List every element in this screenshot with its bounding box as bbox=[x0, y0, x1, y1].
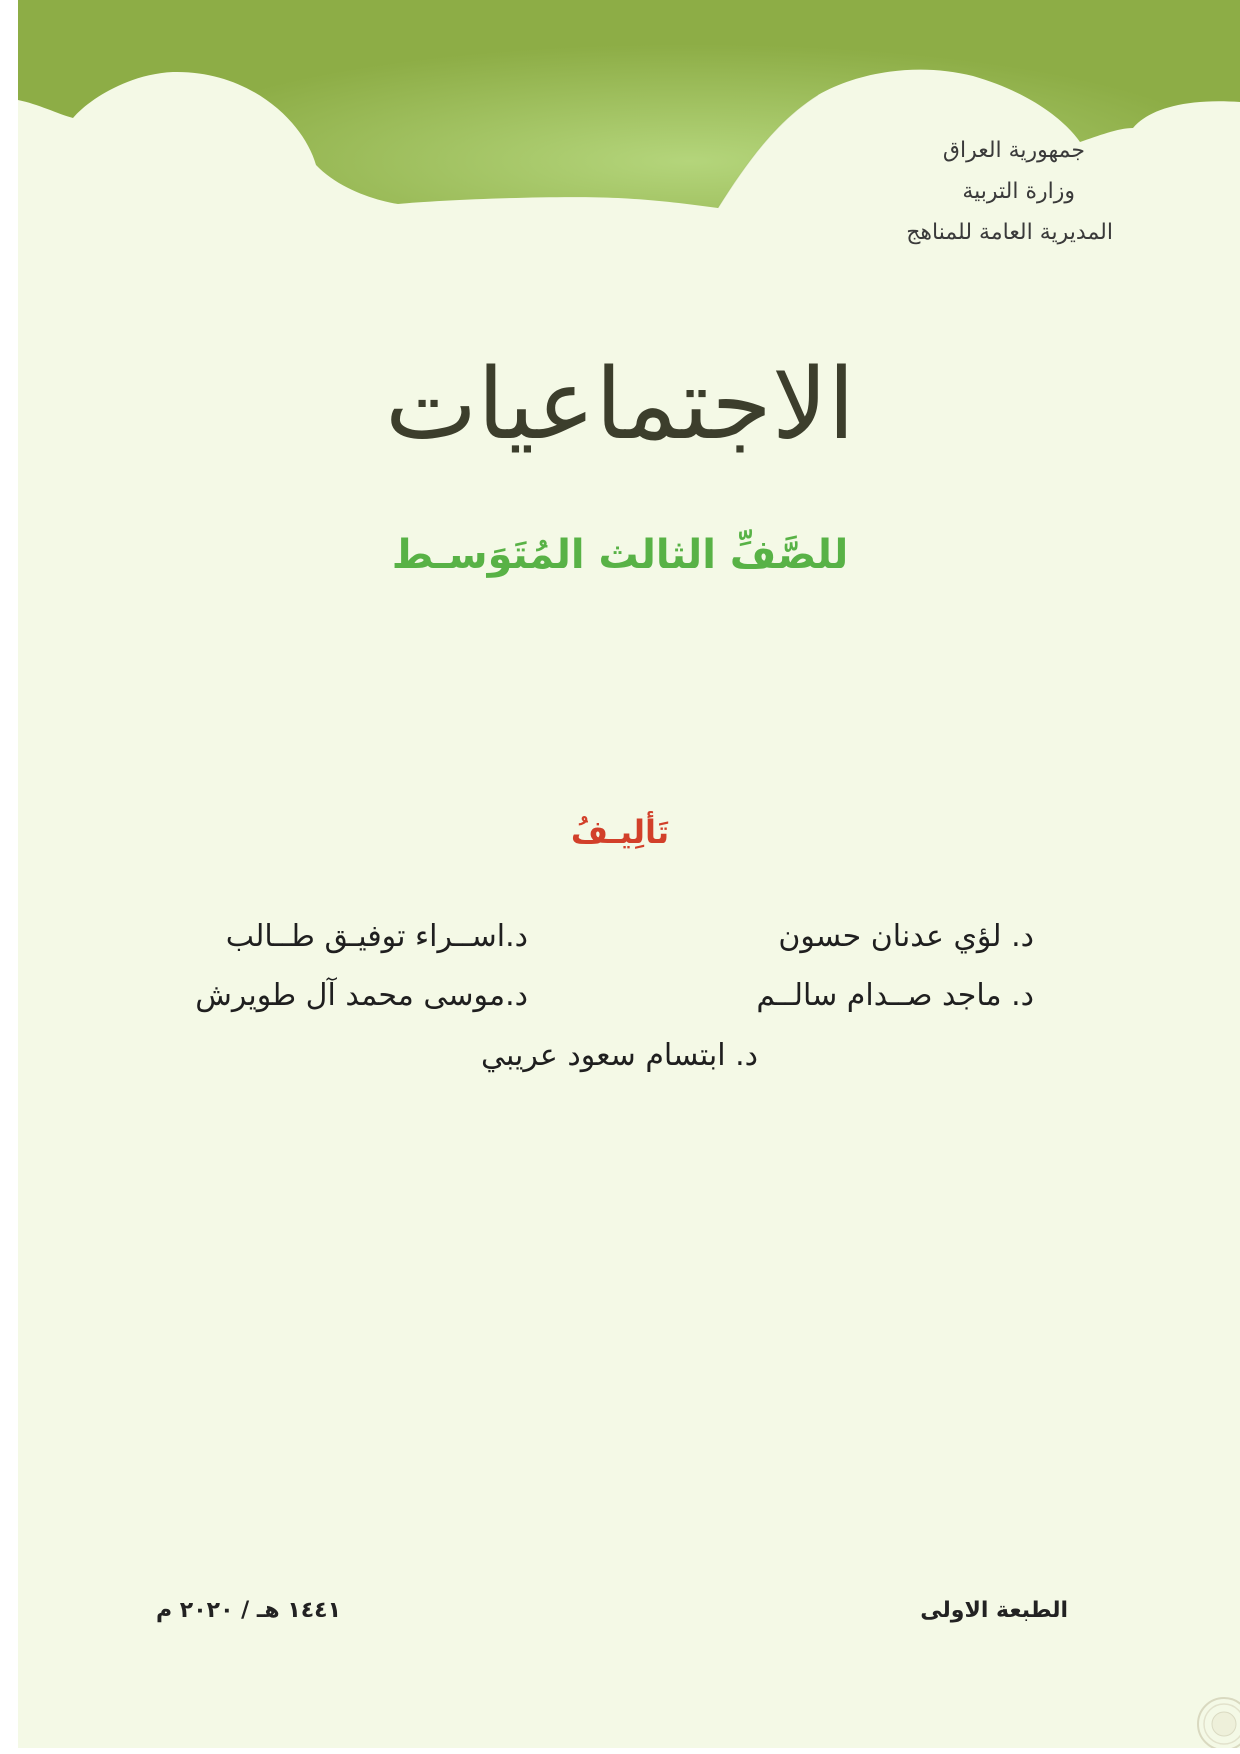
ministry-header bbox=[765, 130, 1113, 253]
author-2: د.اســراء توفيـق طــالب bbox=[225, 919, 528, 954]
authorship-label: تَألِيـفُ bbox=[570, 813, 670, 851]
author-4: د.موسى محمد آل طويرش bbox=[195, 978, 528, 1013]
book-title: الاجتماعيات bbox=[385, 348, 855, 462]
publication-date: ١٤٤١ هـ / ٢٠٢٠ م bbox=[156, 1598, 342, 1623]
book-cover bbox=[18, 0, 1240, 1748]
edition-label: الطبعة الاولى bbox=[920, 1598, 1068, 1623]
book-subtitle: للصَّفِّ الثالث المُتَوَسـط bbox=[391, 532, 849, 578]
directorate-name: المديرية العامة للمناهج bbox=[906, 220, 1113, 245]
ministry-name: وزارة التربية bbox=[962, 179, 1075, 204]
author-5: د. ابتسام سعود عريبي bbox=[480, 1038, 758, 1073]
author-3: د. ماجد صــدام سالــم bbox=[756, 978, 1034, 1013]
country-name: جمهورية العراق bbox=[942, 138, 1085, 163]
ministry-seal-icon bbox=[1196, 1696, 1240, 1748]
author-1: د. لؤي عدنان حسون bbox=[778, 919, 1034, 954]
